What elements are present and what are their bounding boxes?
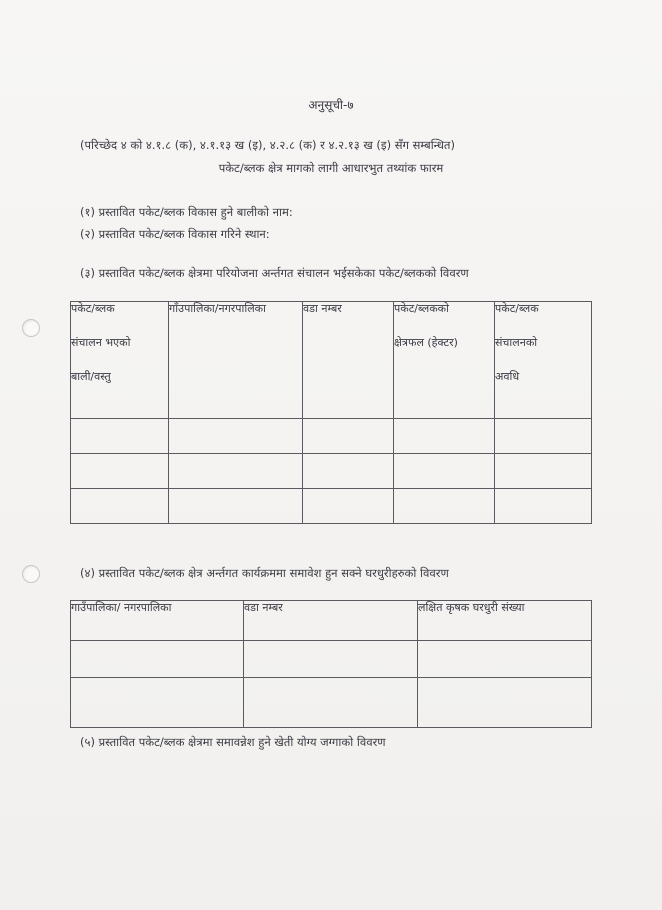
table-cell[interactable] bbox=[495, 454, 592, 489]
header-line: पकेट/ब्लकको bbox=[394, 302, 449, 315]
header-line: क्षेत्रफल (हेक्टर) bbox=[394, 336, 458, 349]
table-cell[interactable] bbox=[418, 678, 592, 728]
table-row bbox=[71, 454, 592, 489]
form-title: पकेट/ब्लक क्षेत्र मागको लागी आधारभुत तथ्यांक फारम bbox=[218, 161, 444, 175]
table-cell[interactable] bbox=[71, 489, 169, 524]
column-header-area bbox=[394, 302, 495, 419]
table-cell[interactable] bbox=[244, 678, 418, 728]
header-line: गाँउपालिका/नगरपालिका bbox=[169, 302, 266, 315]
header-line: पकेट/ब्लक bbox=[495, 302, 539, 315]
table-cell[interactable] bbox=[303, 489, 394, 524]
table-row bbox=[71, 641, 592, 678]
punch-hole bbox=[22, 565, 40, 583]
header-line: संचालनको bbox=[495, 336, 538, 349]
table-cell[interactable] bbox=[495, 489, 592, 524]
column-header-crop bbox=[71, 302, 169, 419]
table-cell[interactable] bbox=[394, 454, 495, 489]
column-header-duration bbox=[495, 302, 592, 419]
item-crop-name: (१) प्रस्तावित पकेट/ब्लक विकास हुने बालीको नाम: bbox=[80, 205, 293, 219]
item-location: (२) प्रस्तावित पकेट/ब्लक विकास गरिने स्थान: bbox=[80, 227, 270, 241]
column-header-municipality: गाउँपालिका/ नगरपालिका bbox=[71, 601, 244, 641]
item-households: (४) प्रस्तावित पकेट/ब्लक क्षेत्र अर्न्तगत कार्यक्रममा समावेश हुन सक्ने घरधुरीहरुको विवरण bbox=[80, 566, 449, 580]
table-cell[interactable] bbox=[244, 641, 418, 678]
annex-title: अनुसूची-७ bbox=[308, 98, 354, 112]
table-cell[interactable] bbox=[495, 419, 592, 454]
table-cell[interactable] bbox=[303, 454, 394, 489]
table-row bbox=[71, 678, 592, 728]
table-cell[interactable] bbox=[169, 489, 303, 524]
table-cell[interactable] bbox=[394, 419, 495, 454]
column-header-household-count: लक्षित कृषक घरधुरी संख्या bbox=[418, 601, 592, 641]
table-cell[interactable] bbox=[71, 641, 244, 678]
item-existing-pockets: (३) प्रस्तावित पकेट/ब्लक क्षेत्रमा परियोजना अर्न्तगत संचालन भईसकेका पकेट/ब्लकको विवरण bbox=[80, 266, 469, 280]
header-line: पकेट/ब्लक bbox=[71, 302, 115, 315]
header-line: अवधि bbox=[495, 370, 520, 383]
header-line: संचालन भएको bbox=[71, 336, 131, 349]
table-cell[interactable] bbox=[169, 454, 303, 489]
table-cell[interactable] bbox=[71, 454, 169, 489]
table-cell[interactable] bbox=[169, 419, 303, 454]
item-cultivable-land: (५) प्रस्तावित पकेट/ब्लक क्षेत्रमा समावन्नेश हुने खेती योग्य जग्गाको विवरण bbox=[80, 735, 386, 749]
header-line: वडा नम्बर bbox=[303, 302, 342, 315]
table-cell[interactable] bbox=[71, 678, 244, 728]
header-line: बाली/वस्तु bbox=[71, 370, 111, 383]
table-cell[interactable] bbox=[303, 419, 394, 454]
table-header-row bbox=[71, 601, 592, 641]
existing-pockets-table bbox=[70, 301, 592, 524]
reference-line: (परिच्छेद ४ को ४.१.८ (क), ४.१.१३ ख (इ), ४.२.८ (क) र ४.२.१३ ख (इ) सँग सम्बन्धित) bbox=[80, 138, 455, 152]
column-header-ward bbox=[303, 302, 394, 419]
table-cell[interactable] bbox=[418, 641, 592, 678]
table-row bbox=[71, 489, 592, 524]
table-cell[interactable] bbox=[71, 419, 169, 454]
households-table bbox=[70, 600, 592, 728]
column-header-ward: वडा नम्बर bbox=[244, 601, 418, 641]
table-row bbox=[71, 419, 592, 454]
column-header-municipality bbox=[169, 302, 303, 419]
punch-hole bbox=[22, 319, 40, 337]
table-header-row bbox=[71, 302, 592, 419]
table-cell[interactable] bbox=[394, 489, 495, 524]
